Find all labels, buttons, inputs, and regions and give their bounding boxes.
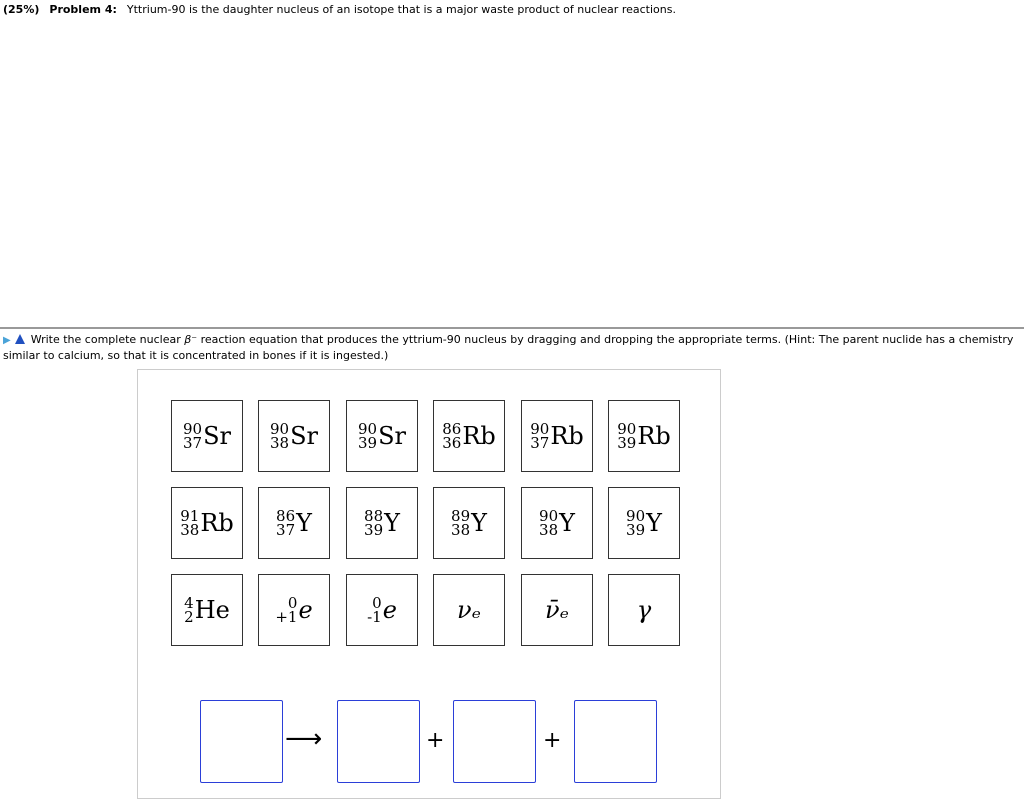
- symbol: Sr: [378, 422, 406, 450]
- term-tile[interactable]: [346, 400, 418, 472]
- atomic-number: 39: [626, 521, 646, 539]
- mass-number: 90: [626, 507, 646, 525]
- atomic-number: +1: [275, 608, 298, 626]
- symbol: e: [382, 596, 397, 624]
- problem-label: Problem 4:: [49, 3, 117, 16]
- term-tile[interactable]: [258, 574, 330, 646]
- term-tile[interactable]: [521, 400, 593, 472]
- beta-symbol: β⁻: [184, 333, 198, 346]
- term-tile[interactable]: [258, 487, 330, 559]
- nuclide-numbers: [364, 509, 383, 537]
- mass-number: 86: [276, 507, 296, 525]
- divider: [0, 327, 1024, 329]
- mass-number: 90: [357, 420, 378, 438]
- atomic-number: 37: [530, 434, 550, 452]
- play-icon[interactable]: ▶: [3, 335, 11, 346]
- term-tile[interactable]: [258, 400, 330, 472]
- question-text: Write the complete nuclear: [30, 333, 185, 346]
- symbol: ν̄ₑ: [545, 596, 569, 624]
- symbol: γ: [636, 596, 652, 624]
- warning-icon: [15, 334, 25, 344]
- symbol: Rb: [200, 509, 234, 537]
- nuclide-numbers: [442, 422, 461, 450]
- symbol: Rb: [550, 422, 584, 450]
- plus-sign: +: [543, 728, 562, 753]
- nuclide-numbers: [358, 422, 377, 450]
- nuclide-numbers: [275, 596, 297, 624]
- mass-number: 86: [442, 420, 462, 438]
- symbol: Sr: [203, 422, 231, 450]
- atomic-number: 37: [276, 521, 296, 539]
- term-tile[interactable]: [346, 487, 418, 559]
- mass-number: 90: [617, 420, 637, 438]
- nuclide-numbers: [539, 509, 558, 537]
- term-tile[interactable]: [608, 400, 680, 472]
- question-text-rest: reaction equation that produces the yttrium-90 nucleus by dragging and dropping the appropriate terms. (Hint: The parent nuclide has a chemistry similar to calcium, so that it is concentrated in bones if it is ingested.): [3, 333, 1014, 362]
- drop-target-reactant[interactable]: [200, 700, 283, 783]
- symbol: Rb: [637, 422, 671, 450]
- symbol: e: [298, 596, 313, 624]
- nuclide-numbers: [184, 596, 194, 624]
- mass-number: 90: [530, 420, 550, 438]
- nuclide-numbers: [626, 509, 645, 537]
- mass-number: 4: [184, 594, 194, 612]
- drop-target-product-2[interactable]: [453, 700, 536, 783]
- term-tile[interactable]: [521, 574, 593, 646]
- symbol: He: [194, 596, 230, 624]
- nuclide-numbers: [617, 422, 636, 450]
- term-tile[interactable]: [433, 574, 505, 646]
- symbol: Y: [296, 509, 312, 537]
- symbol: Y: [471, 509, 487, 537]
- nuclide-numbers: [451, 509, 470, 537]
- symbol: Y: [384, 509, 400, 537]
- question: [3, 332, 1021, 363]
- symbol: Sr: [290, 422, 318, 450]
- symbol: Rb: [462, 422, 496, 450]
- nuclide-numbers: [183, 422, 202, 450]
- atomic-number: 39: [364, 521, 384, 539]
- term-tile[interactable]: [171, 400, 243, 472]
- atomic-number: 2: [184, 608, 194, 626]
- atomic-number: 38: [180, 521, 200, 539]
- nuclide-numbers: [367, 596, 382, 624]
- mass-number: 0: [372, 594, 382, 612]
- atomic-number: 39: [357, 434, 378, 452]
- atomic-number: 36: [442, 434, 462, 452]
- drop-target-product-3[interactable]: [574, 700, 657, 783]
- problem-header: [3, 3, 676, 16]
- mass-number: 90: [269, 420, 290, 438]
- reaction-arrow: ⟶: [285, 724, 323, 754]
- nuclide-numbers: [180, 509, 199, 537]
- mass-number: 90: [539, 507, 559, 525]
- symbol: Y: [646, 509, 662, 537]
- term-tile[interactable]: [171, 487, 243, 559]
- term-tile[interactable]: [433, 400, 505, 472]
- atomic-number: 38: [269, 434, 290, 452]
- term-tile[interactable]: [433, 487, 505, 559]
- term-tile[interactable]: [608, 574, 680, 646]
- problem-percent: (25%): [3, 3, 40, 16]
- problem-text: Yttrium-90 is the daughter nucleus of an isotope that is a major waste product of nuclear reactions.: [126, 3, 676, 16]
- term-tile[interactable]: [346, 574, 418, 646]
- atomic-number: 38: [539, 521, 559, 539]
- atomic-number: 37: [182, 434, 203, 452]
- mass-number: 90: [182, 420, 203, 438]
- term-tile[interactable]: [171, 574, 243, 646]
- symbol: Y: [559, 509, 575, 537]
- mass-number: 88: [364, 507, 384, 525]
- mass-number: 0: [287, 594, 298, 612]
- nuclide-numbers: [276, 509, 295, 537]
- nuclide-numbers: [270, 422, 289, 450]
- mass-number: 91: [180, 507, 200, 525]
- atomic-number: 38: [451, 521, 471, 539]
- symbol: νₑ: [457, 596, 481, 624]
- atomic-number: -1: [367, 608, 382, 626]
- plus-sign: +: [426, 728, 445, 753]
- nuclide-numbers: [530, 422, 549, 450]
- atomic-number: 39: [617, 434, 637, 452]
- drop-target-product-1[interactable]: [337, 700, 420, 783]
- term-tile[interactable]: [521, 487, 593, 559]
- term-tile[interactable]: [608, 487, 680, 559]
- mass-number: 89: [451, 507, 471, 525]
